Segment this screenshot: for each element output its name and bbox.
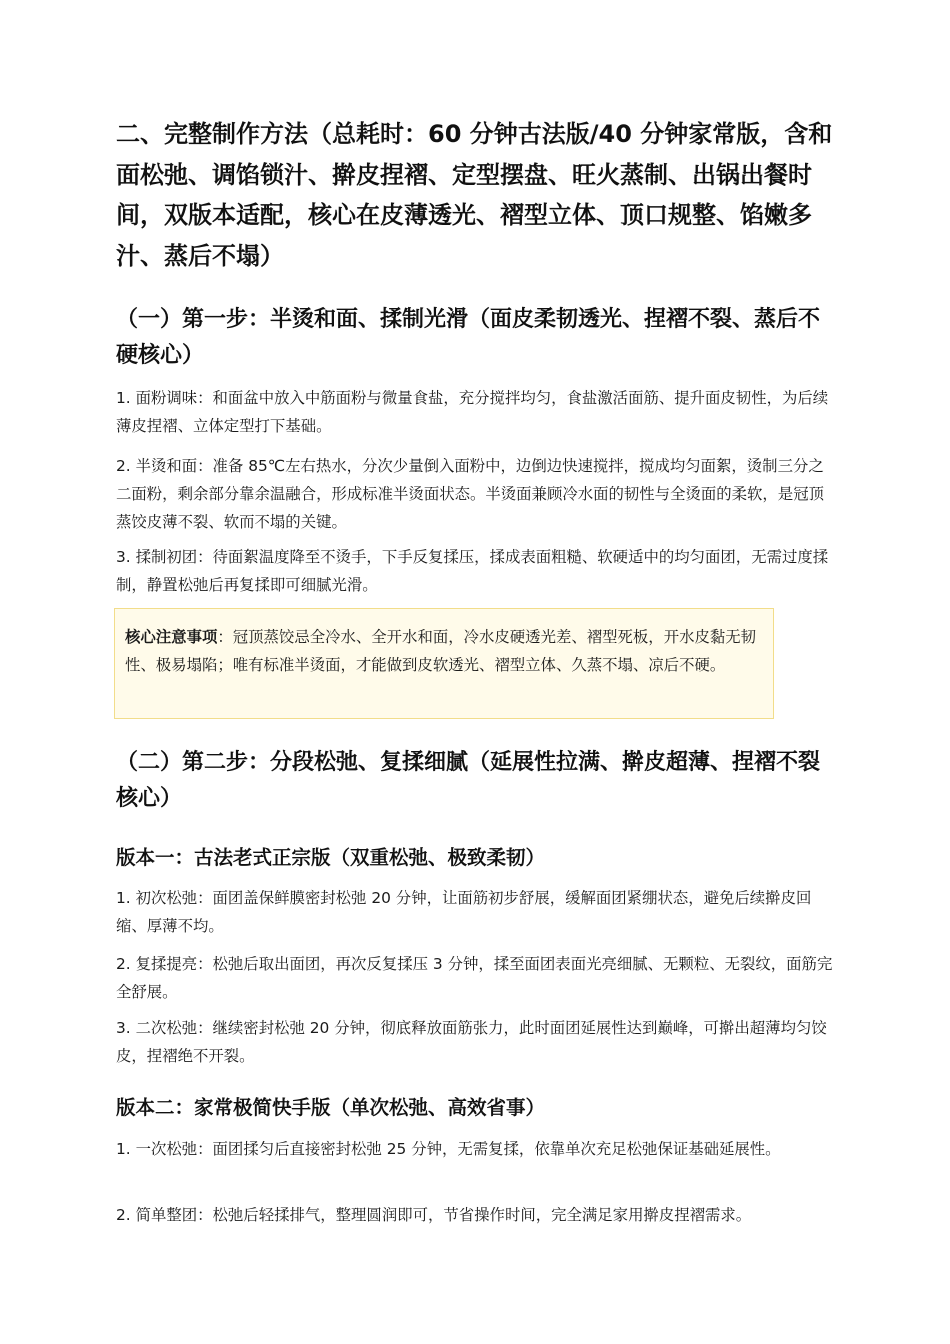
- version1-item-1: 1. 初次松弛：面团盖保鲜膜密封松弛 20 分钟，让面筋初步舒展，缓解面团紧绷状态，避免后续擀皮回缩、厚薄不均。: [116, 889, 812, 935]
- note-content: [125, 623, 765, 679]
- version2-item-1: 1. 一次松弛：面团揉匀后直接密封松弛 25 分钟，无需复揉，依靠单次充足松弛保证基础延展性。: [116, 1140, 781, 1158]
- step1-item-1: 1. 面粉调味：和面盆中放入中筋面粉与微量食盐，充分搅拌均匀，食盐激活面筋、提升面皮韧性，为后续薄皮捏褶、立体定型打下基础。: [116, 389, 829, 435]
- note-body: ：冠顶蒸饺忌全冷水、全开水和面，冷水皮硬透光差、褶型死板，开水皮黏无韧性、极易塌陷；唯有标准半烫面，才能做到皮软透光、褶型立体、久蒸不塌、凉后不硬。: [125, 628, 757, 674]
- version2-item-2: 2. 简单整团：松弛后轻揉排气，整理圆润即可，节省操作时间，完全满足家用擀皮捏褶需求。: [116, 1206, 752, 1224]
- version1-heading: 版本一：古法老式正宗版（双重松弛、极致柔韧）: [116, 846, 546, 869]
- step1-heading: （一）第一步：半烫和面、揉制光滑（面皮柔韧透光、捏褶不裂、蒸后不硬核心）: [116, 307, 821, 368]
- step1-item-3: 3. 揉制初团：待面絮温度降至不烫手，下手反复揉压，揉成表面粗糙、软硬适中的均匀面团，无需过度揉制，静置松弛后再复揉即可细腻光滑。: [116, 548, 829, 594]
- note-callout: [114, 608, 774, 719]
- version1-item-2: 2. 复揉提亮：松弛后取出面团，再次反复揉压 3 分钟，揉至面团表面光亮细腻、无颗粒、无裂纹，面筋完全舒展。: [116, 955, 833, 1001]
- version2-heading: 版本二：家常极简快手版（单次松弛、高效省事）: [116, 1096, 546, 1119]
- step1-item-2: 2. 半烫和面：准备 85℃左右热水，分次少量倒入面粉中，边倒边快速搅拌，搅成均匀面絮，烫制三分之二面粉，剩余部分靠余温融合，形成标准半烫面状态。半烫面兼顾冷水面的韧性与全烫面的柔软，是冠顶蒸饺皮薄不裂、软而不塌的关键。: [116, 457, 824, 531]
- note-title: 核心注意事项: [125, 628, 218, 646]
- step2-heading: （二）第二步：分段松弛、复揉细腻（延展性拉满、擀皮超薄、捏褶不裂核心）: [116, 750, 821, 811]
- version1-item-3: 3. 二次松弛：继续密封松弛 20 分钟，彻底释放面筋张力，此时面团延展性达到巅峰，可擀出超薄均匀饺皮，捏褶绝不开裂。: [116, 1019, 827, 1065]
- section-title: 二、完整制作方法（总耗时：60 分钟古法版/40 分钟家常版，含和面松弛、调馅锁汁、擀皮捏褶、定型摆盘、旺火蒸制、出锅出餐时间，双版本适配，核心在皮薄透光、褶型立体、顶口规整、馅嫩多汁、蒸后不塌）: [116, 120, 833, 270]
